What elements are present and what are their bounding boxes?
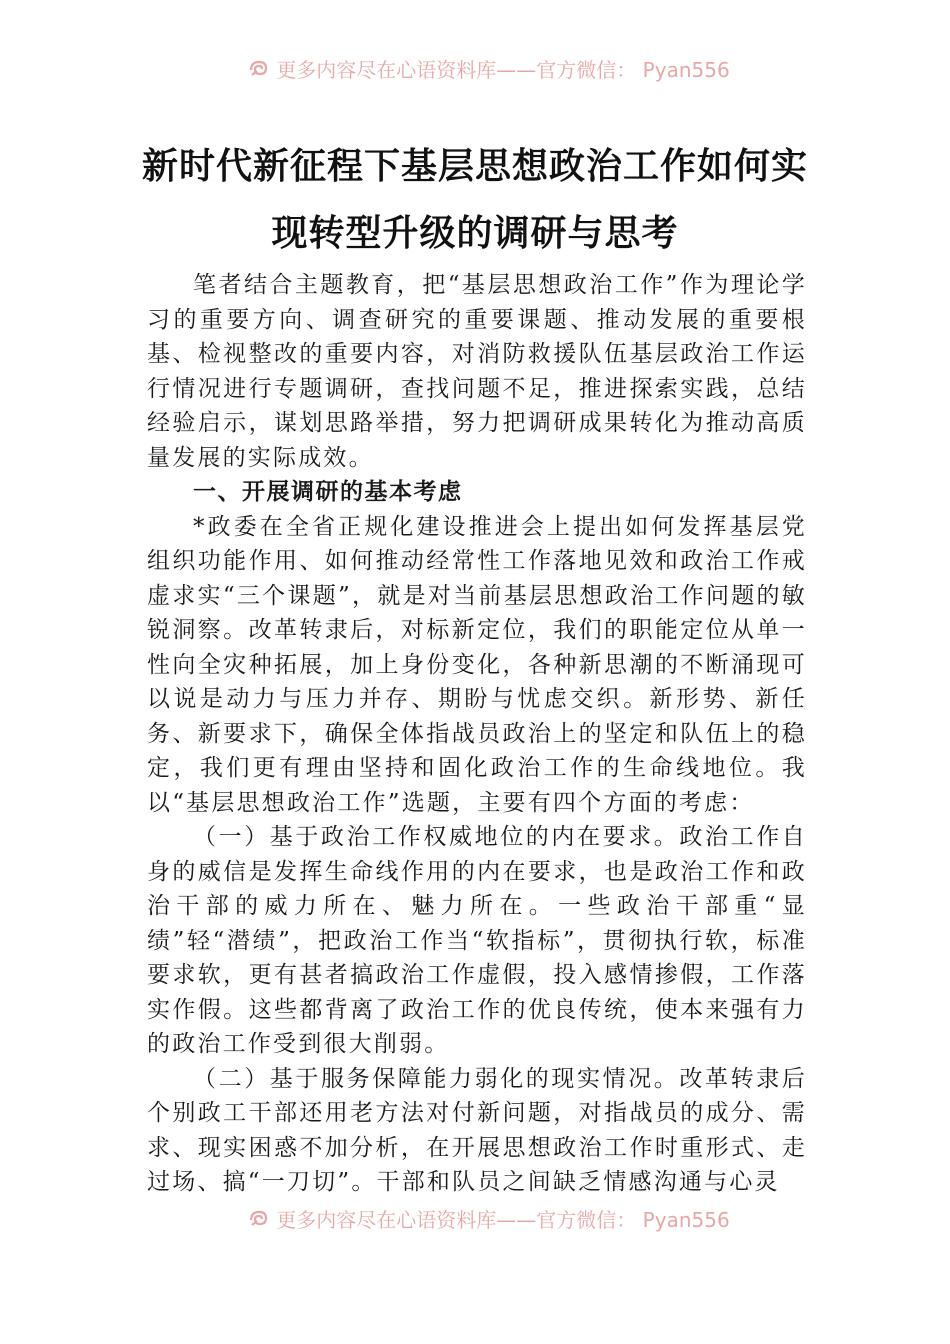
watermark-text: 更多内容尽在心语资料库——官方微信： Pyan556 [276,1208,730,1232]
document-body [147,268,807,1200]
watermark-bottom [0,1205,950,1235]
body-paragraph: *政委在全省正规化建设推进会上提出如何发挥基层党组织功能作用、如何推动经常性工作落地见效和政治工作戒虚求实“三个课题”，就是对当前基层思想政治工作问题的敏锐洞察。改革转隶后，对标新定位，我们的职能定位从单一性向全灾种拓展，加上身份变化，各种新思潮的不断涌现可以说是动力与压力并存、期盼与忧虑交织。新形势、新任务、新要求下，确保全体指战员政治上的坚定和队伍上的稳定，我们更有理由坚持和固化政治工作的生命线地位。我以“基层思想政治工作”选题，主要有四个方面的考虑： [147,513,807,816]
document-title-line-1: 新时代新征程下基层思想政治工作如何实 [141,145,808,187]
document-title-line-2: 现转型升级的调研与思考 [271,212,679,254]
intro-paragraph: 笔者结合主题教育，把“基层思想政治工作”作为理论学习的重要方向、调查研究的重要课题、推动发展的重要根基、检视整改的重要内容，对消防救援队伍基层政治工作运行情况进行专题调研，查找问题不足，推进探索实践，总结经验启示，谋划思路举措，努力把调研成果转化为推动高质量发展的实际成效。 [147,272,807,471]
watermark-top [0,55,950,85]
curl-logo-icon [248,1207,270,1236]
curl-logo-icon [248,57,270,86]
section-heading: 一、开展调研的基本考虑 [193,479,463,505]
body-paragraph: （二）基于服务保障能力弱化的现实情况。改革转隶后个别政工干部还用老方法对付新问题，对指战员的成分、需求、现实困惑不加分析，在开展思想政治工作时重形式、走过场、搞“一刀切”。干部和队员之间缺乏情感沟通与心灵 [147,1065,807,1195]
body-paragraph: （一）基于政治工作权威地位的内在要求。政治工作自身的威信是发挥生命线作用的内在要求，也是政治工作和政治干部的威力所在、魅力所在。一些政治干部重“显绩”轻“潜绩”，把政治工作当“软指标”，贯彻执行软，标准要求软，更有甚者搞政治工作虚假，投入感情掺假，工作落实作假。这些都背离了政治工作的优良传统，使本来强有力的政治工作受到很大削弱。 [147,824,807,1057]
watermark-text: 更多内容尽在心语资料库——官方微信： Pyan556 [276,58,730,82]
